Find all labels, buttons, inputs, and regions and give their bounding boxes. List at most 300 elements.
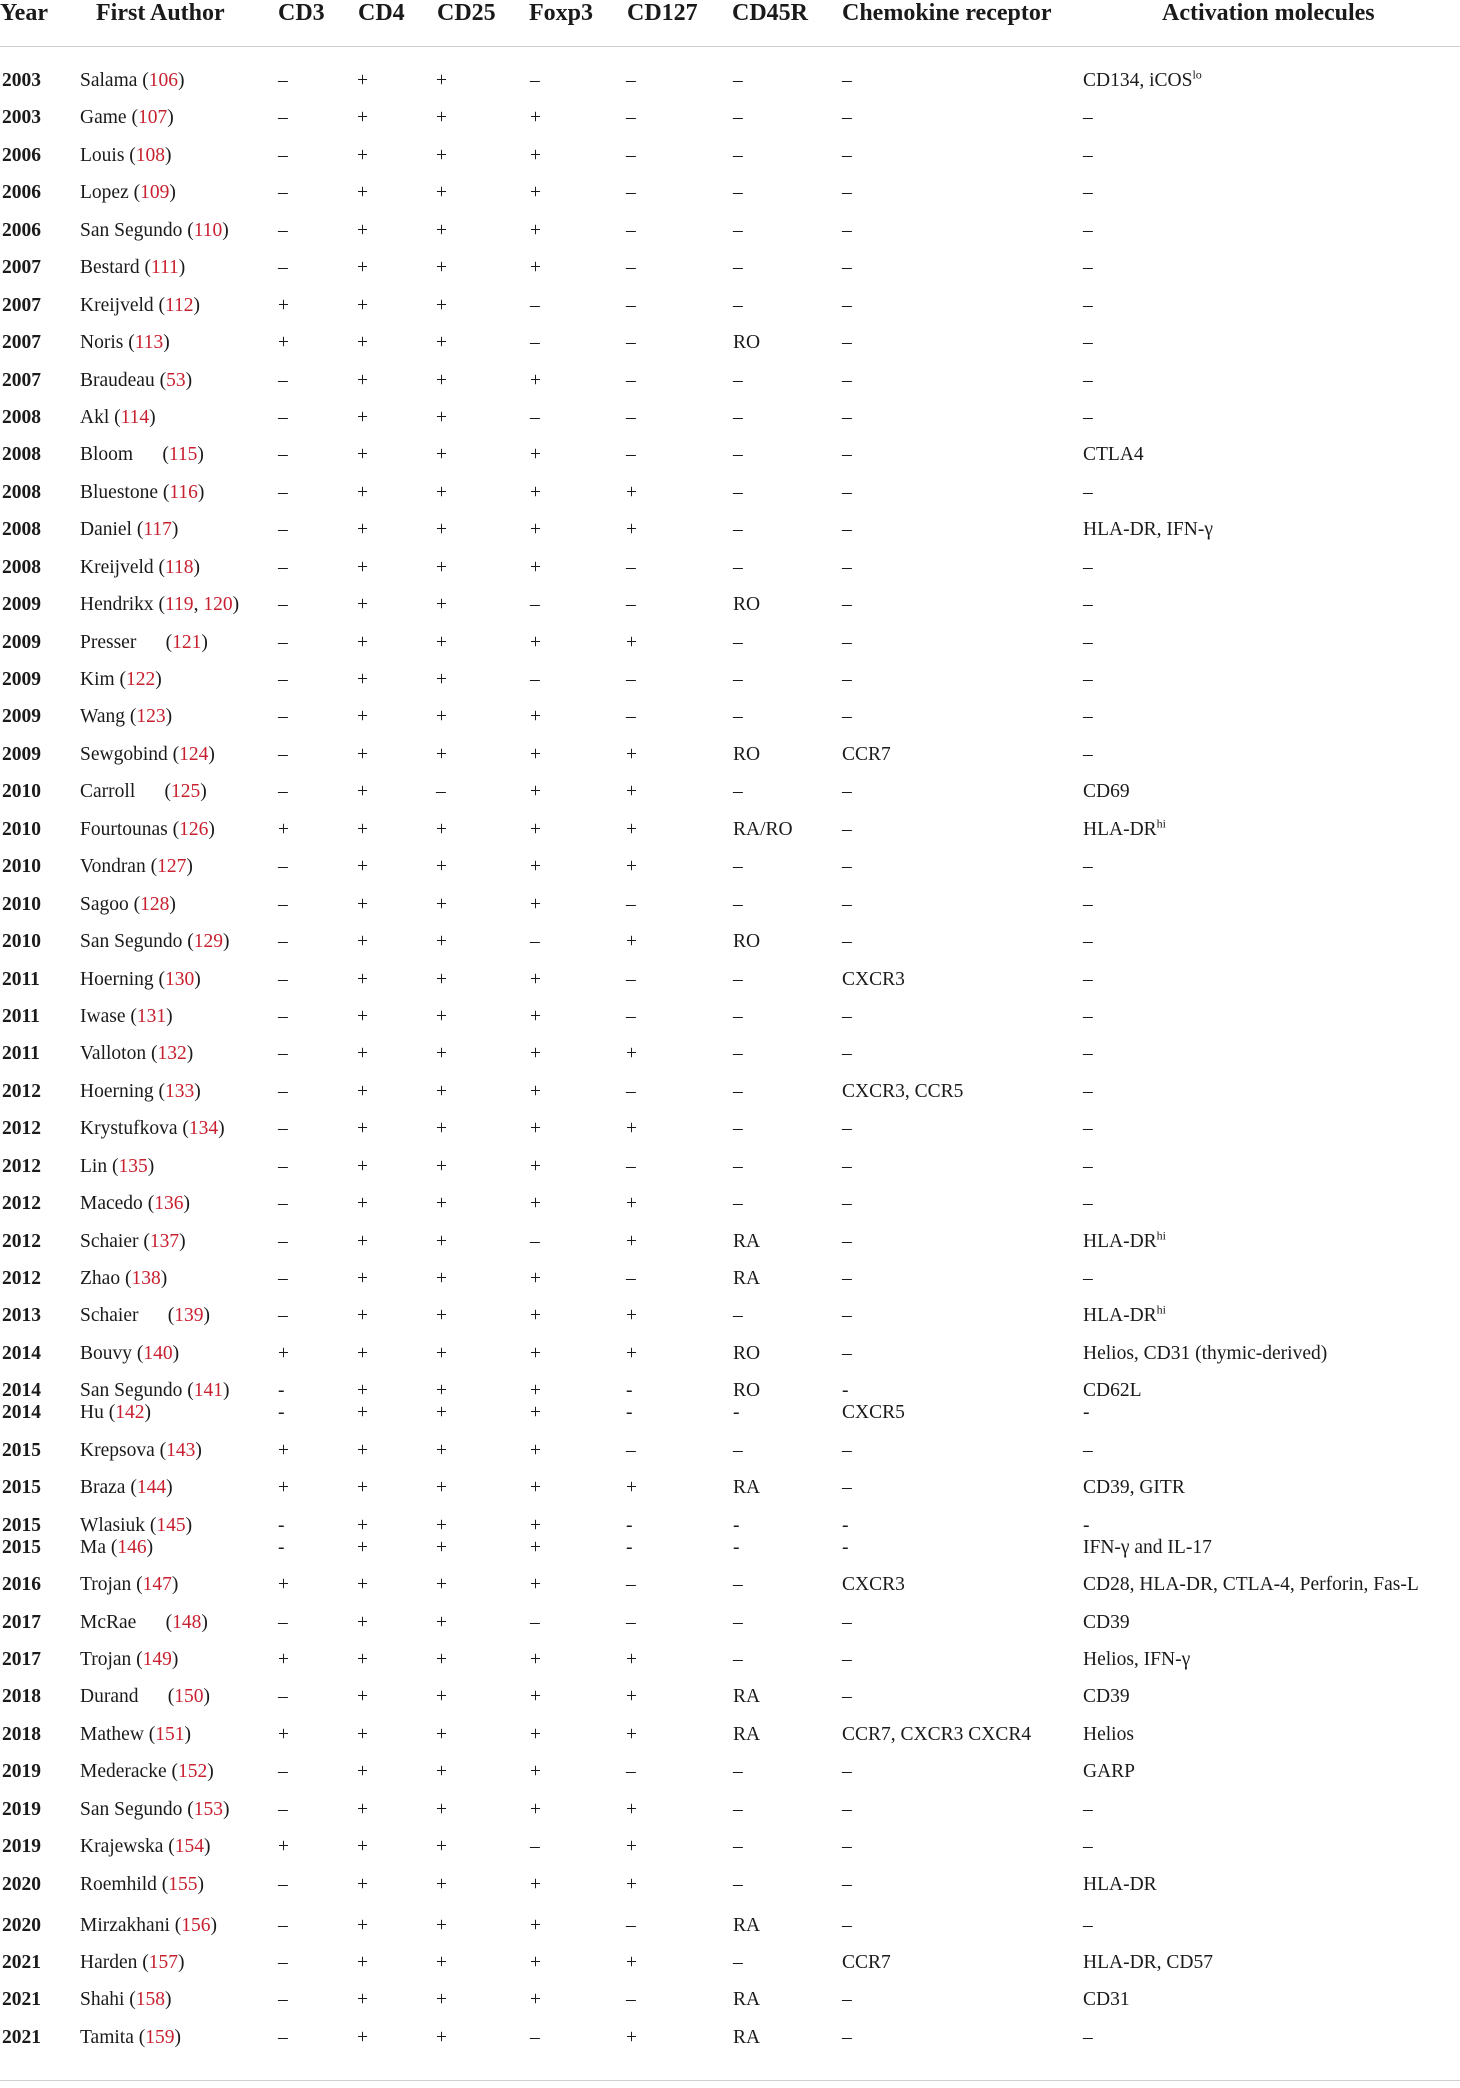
cell-year-text: 2013	[2, 1305, 41, 1327]
cell-foxp3-text: –	[530, 70, 540, 91]
cell-foxp3	[530, 1440, 541, 1462]
reference-link[interactable]: 148	[172, 1611, 202, 1633]
cell-cd127-text: +	[626, 1798, 637, 1820]
author-name: Carroll	[80, 781, 136, 803]
cell-foxp3	[530, 482, 541, 504]
cell-cd25	[436, 145, 447, 167]
cell-foxp3-text: +	[530, 631, 541, 653]
cell-cd4-text: +	[357, 1798, 368, 1820]
reference-link[interactable]: 113	[134, 332, 164, 354]
cell-first-author: Lin (135)	[80, 1155, 155, 1177]
cell-cd127	[626, 1724, 637, 1746]
cell-cd45r	[733, 557, 743, 579]
cell-cd45r-text: RA	[733, 1686, 761, 1708]
cell-cd45r-text: –	[733, 1611, 743, 1633]
reference-link[interactable]: 130	[165, 968, 195, 990]
cell-cd3-text: –	[278, 1080, 288, 1102]
cell-year	[2, 1989, 41, 2011]
cell-cd4-text: +	[357, 893, 368, 915]
cell-foxp3	[530, 1649, 541, 1671]
cell-cd3	[278, 1915, 288, 1937]
author-name: Kim	[80, 669, 115, 690]
cell-foxp3-text: +	[530, 1477, 541, 1499]
cell-activation-text: –	[1083, 931, 1093, 953]
cell-first-author: San Segundo (110)	[80, 219, 229, 241]
cell-cd25	[436, 70, 447, 92]
reference-link[interactable]: 142	[115, 1402, 145, 1424]
reference-link[interactable]: 132	[157, 1043, 187, 1065]
reference-link[interactable]: 131	[136, 1005, 167, 1027]
reference-link[interactable]: 133	[165, 1080, 195, 1102]
reference-link[interactable]: 153	[193, 1798, 223, 1820]
cell-year	[2, 1156, 41, 1178]
reference-link[interactable]: 135	[118, 1155, 148, 1177]
reference-link[interactable]: 53	[166, 369, 186, 391]
cell-cd45r	[733, 444, 743, 466]
cell-chemokine-text: –	[842, 1305, 852, 1327]
reference-link[interactable]: 157	[148, 1952, 179, 1973]
cell-cd3-text: –	[278, 1952, 288, 1973]
cell-cd25	[436, 1081, 447, 1103]
cell-cd127	[626, 107, 636, 129]
cell-cd45r-text: -	[733, 1514, 740, 1536]
cell-cd4	[357, 1761, 368, 1783]
reference-link[interactable]: 127	[157, 856, 187, 878]
cell-activation	[1083, 220, 1093, 242]
cell-year-text: 2008	[2, 406, 41, 428]
cell-first-author: Roemhild (155)	[80, 1873, 205, 1895]
cell-chemokine	[842, 557, 852, 579]
cell-cd4	[357, 257, 368, 279]
cell-activation-text: HLA-DR	[1083, 818, 1157, 840]
reference-link[interactable]: 106	[148, 70, 179, 91]
cell-first-author: San Segundo (153)	[80, 1798, 230, 1820]
cell-cd3-text: –	[278, 669, 288, 690]
cell-cd127-text: –	[626, 444, 636, 466]
table-row	[0, 1434, 1460, 1471]
cell-year	[2, 1305, 41, 1327]
cell-first-author: Macedo (136)	[80, 1193, 190, 1215]
cell-cd4-text: +	[357, 1155, 368, 1177]
cell-cd3-text: –	[278, 519, 288, 541]
cell-cd45r-text: –	[733, 856, 743, 878]
reference-link[interactable]: 117	[143, 519, 172, 541]
cell-cd4-text: +	[357, 481, 368, 503]
cell-chemokine-text: –	[842, 1155, 852, 1177]
cell-foxp3-text: +	[530, 1402, 541, 1424]
cell-cd25-text: +	[436, 257, 447, 279]
cell-cd127-text: –	[626, 893, 636, 915]
table-row	[0, 1983, 1460, 2020]
cell-year	[2, 1649, 41, 1671]
cell-cd127-text: +	[626, 743, 637, 765]
reference-link[interactable]: 146	[117, 1536, 147, 1558]
table-row	[0, 963, 1460, 1000]
cell-cd3	[278, 1156, 288, 1178]
cell-year	[2, 819, 41, 841]
cell-cd127	[626, 1761, 636, 1783]
cell-foxp3-text: +	[530, 1536, 541, 1558]
reference-link[interactable]: 155	[168, 1873, 198, 1895]
cell-cd45r	[733, 257, 743, 279]
cell-cd4-text: +	[357, 1477, 368, 1499]
cell-cd25	[436, 1874, 447, 1896]
cell-cd4-text: +	[357, 1836, 368, 1858]
cell-cd4-text: +	[357, 1536, 368, 1558]
reference-link[interactable]: 124	[179, 743, 209, 765]
cell-first-author: Hu (142)	[80, 1402, 151, 1424]
cell-activation-text: CD134, iCOS	[1083, 70, 1193, 91]
cell-foxp3-text: +	[530, 1914, 541, 1936]
cell-foxp3	[530, 1915, 541, 1937]
cell-cd25	[436, 1343, 447, 1365]
cell-year-text: 2017	[2, 1648, 41, 1670]
cell-cd4-text: +	[357, 856, 368, 878]
reference-link[interactable]: 109	[140, 182, 170, 204]
cell-cd3	[278, 1799, 288, 1821]
cell-cd4	[357, 1156, 368, 1178]
reference-link[interactable]: 110	[193, 219, 223, 241]
cell-cd45r	[733, 1724, 760, 1746]
author-name: Tamita	[80, 2026, 134, 2048]
cell-cd127	[626, 70, 636, 92]
reference-link[interactable]: 137	[149, 1230, 180, 1252]
reference-link[interactable]: 125	[170, 781, 201, 803]
reference-link[interactable]: 143	[166, 1439, 196, 1461]
cell-cd127	[626, 1477, 637, 1499]
cell-year-text: 2019	[2, 1761, 41, 1783]
author-name: San Segundo	[80, 1798, 183, 1820]
cell-cd127-text: –	[626, 1611, 636, 1633]
cell-cd3	[278, 1724, 289, 1746]
cell-cd127-text: +	[626, 631, 637, 653]
cell-foxp3-text: +	[530, 1342, 541, 1364]
cell-activation-text: –	[1083, 556, 1093, 578]
cell-cd25-text: +	[436, 182, 447, 204]
cell-activation-text: –	[1083, 893, 1093, 915]
cell-cd3-text: +	[278, 1648, 289, 1670]
cell-cd127	[626, 1874, 637, 1896]
cell-chemokine-text: –	[842, 594, 852, 616]
cell-year-text: 2007	[2, 257, 41, 279]
cell-cd45r-text: –	[733, 1798, 743, 1820]
cell-cd25	[436, 332, 447, 354]
reference-link[interactable]: 144	[136, 1477, 167, 1499]
cell-cd127-text: –	[626, 1439, 636, 1461]
reference-link[interactable]: 108	[135, 144, 166, 166]
cell-cd3-text: –	[278, 107, 288, 129]
header-cd3: CD3	[278, 0, 325, 26]
cell-cd3	[278, 295, 289, 317]
author-name: Hoerning	[80, 968, 154, 990]
cell-foxp3	[530, 332, 540, 354]
cell-cd45r	[733, 1649, 743, 1671]
cell-cd45r-text: RO	[733, 931, 761, 953]
cell-cd127-text: +	[626, 1342, 637, 1364]
cell-chemokine	[842, 1989, 852, 2011]
cell-chemokine-text: CCR7	[842, 1952, 891, 1973]
cell-cd45r-text: RA	[733, 1723, 761, 1745]
cell-year	[2, 1193, 41, 1215]
cell-activation	[1083, 295, 1093, 317]
cell-cd3	[278, 1649, 289, 1671]
cell-cd45r-text: RO	[733, 332, 761, 354]
cell-activation-text: –	[1083, 743, 1093, 765]
cell-cd127-text: –	[626, 1080, 636, 1102]
cell-cd3	[278, 819, 289, 841]
reference-link[interactable]: 121	[172, 631, 202, 653]
cell-cd3	[278, 632, 288, 654]
cell-activation	[1083, 1156, 1093, 1178]
cell-foxp3-text: –	[530, 332, 540, 354]
cell-cd4-text: +	[357, 594, 368, 616]
cell-cd3-text: -	[278, 1514, 285, 1536]
cell-chemokine-text: –	[842, 893, 852, 915]
reference-link[interactable]: 152	[177, 1761, 208, 1783]
reference-link[interactable]: 158	[135, 1989, 166, 2011]
cell-first-author: Sewgobind (124)	[80, 743, 215, 765]
cell-activation	[1083, 482, 1093, 504]
reference-link[interactable]: 128	[140, 893, 170, 915]
cell-cd45r	[733, 1305, 743, 1327]
author-name: Trojan	[80, 1648, 132, 1670]
cell-foxp3	[530, 1799, 541, 1821]
reference-link[interactable]: 112	[165, 294, 194, 316]
cell-cd25	[436, 894, 447, 916]
cell-chemokine	[842, 220, 852, 242]
table-row	[0, 176, 1460, 213]
cell-cd127-text: +	[626, 1230, 637, 1252]
cell-cd45r	[733, 107, 743, 129]
cell-cd45r	[733, 969, 743, 991]
cell-chemokine-text: –	[842, 556, 852, 578]
cell-cd45r	[733, 1043, 743, 1065]
cell-activation	[1083, 706, 1093, 728]
cell-chemokine-text: –	[842, 1439, 852, 1461]
reference-link[interactable]: 134	[188, 1118, 219, 1140]
cell-cd127	[626, 632, 637, 654]
table-row	[0, 401, 1460, 438]
cell-cd25	[436, 594, 447, 616]
cell-foxp3-text: +	[530, 1305, 541, 1327]
cell-chemokine-text: –	[842, 444, 852, 466]
reference-link[interactable]: 156	[181, 1914, 211, 1936]
cell-cd45r	[733, 894, 743, 916]
reference-link[interactable]: 136	[154, 1193, 184, 1215]
cell-cd45r-text: –	[733, 107, 743, 129]
author-name: Krajewska	[80, 1836, 164, 1858]
cell-cd25-text: +	[436, 1952, 447, 1973]
cell-cd4	[357, 706, 368, 728]
cell-cd127	[626, 519, 637, 541]
cell-cd4-text: +	[357, 1611, 368, 1633]
cell-foxp3-text: +	[530, 818, 541, 840]
cell-activation-text: IFN-γ and IL-17	[1083, 1536, 1212, 1558]
reference-link[interactable]: 139	[174, 1305, 204, 1327]
reference-link[interactable]: 154	[174, 1836, 205, 1858]
cell-chemokine	[842, 1649, 852, 1671]
cell-chemokine	[842, 1006, 852, 1028]
cell-activation-text: HLA-DR, IFN-γ	[1083, 519, 1213, 541]
cell-cd4-text: +	[357, 1439, 368, 1461]
cell-cd3	[278, 894, 288, 916]
cell-cd25-text: +	[436, 1873, 447, 1895]
cell-year-text: 2007	[2, 369, 41, 391]
reference-link[interactable]: 107	[137, 107, 168, 129]
cell-cd4-text: +	[357, 406, 368, 428]
cell-chemokine	[842, 856, 852, 878]
reference-link[interactable]: 118	[165, 556, 194, 578]
cell-cd3	[278, 744, 288, 766]
reference-link[interactable]: 114	[120, 406, 150, 428]
cell-foxp3	[530, 1612, 540, 1634]
cell-cd25	[436, 2027, 447, 2049]
cell-chemokine	[842, 257, 852, 279]
cell-year	[2, 594, 41, 616]
cell-cd45r-text: –	[733, 1873, 743, 1895]
cell-activation	[1083, 1952, 1213, 1974]
cell-year-text: 2011	[2, 1043, 40, 1065]
cell-cd3	[278, 781, 288, 803]
cell-cd45r	[733, 1612, 743, 1634]
cell-chemokine-text: –	[842, 294, 852, 316]
cell-activation-text: –	[1083, 406, 1093, 428]
reference-link[interactable]: 119	[165, 594, 194, 616]
cell-cd3	[278, 1268, 288, 1290]
reference-link[interactable]: 141	[193, 1380, 223, 1402]
cell-cd4-text: +	[357, 1514, 368, 1536]
cell-cd25-text: +	[436, 1268, 447, 1289]
cell-year	[2, 1440, 41, 1462]
reference-link[interactable]: 116	[169, 481, 198, 503]
cell-cd4-text: +	[357, 369, 368, 391]
cell-chemokine-text: CXCR5	[842, 1402, 905, 1424]
author-name: Sewgobind	[80, 743, 168, 765]
cell-foxp3	[530, 145, 541, 167]
cell-cd3	[278, 2027, 288, 2049]
reference-link[interactable]: 129	[193, 931, 223, 953]
cell-cd127-text: +	[626, 2026, 637, 2048]
cell-foxp3	[530, 894, 541, 916]
table-row	[0, 1396, 1460, 1433]
cell-chemokine-text: –	[842, 1761, 852, 1783]
cell-activation	[1083, 107, 1093, 129]
cell-cd45r	[733, 482, 743, 504]
cell-cd127	[626, 1574, 636, 1596]
cell-chemokine	[842, 1477, 852, 1499]
cell-activation-text: CD39, GITR	[1083, 1477, 1185, 1499]
cell-foxp3	[530, 969, 541, 991]
cell-foxp3	[530, 1006, 541, 1028]
cell-year-text: 2008	[2, 444, 41, 466]
cell-cd3-text: –	[278, 631, 288, 653]
cell-first-author: Kreijveld (118)	[80, 556, 201, 578]
cell-first-author: Shahi (158)	[80, 1989, 172, 2011]
cell-year	[2, 257, 41, 279]
cell-chemokine	[842, 295, 852, 317]
author-name: Trojan	[80, 1574, 132, 1596]
reference-link[interactable]: 149	[142, 1648, 172, 1670]
reference-link[interactable]: 159	[145, 2026, 175, 2048]
reference-link[interactable]: 150	[174, 1686, 204, 1708]
cell-cd45r-text: –	[733, 1836, 743, 1858]
cell-cd3	[278, 1043, 288, 1065]
cell-foxp3	[530, 1952, 541, 1974]
cell-cd3	[278, 1989, 288, 2011]
cell-cd127-text: –	[626, 369, 636, 391]
cell-cd127-text: –	[626, 144, 636, 166]
cell-year-text: 2010	[2, 931, 41, 953]
cell-activation-text: HLA-DR	[1083, 1305, 1157, 1327]
cell-cd25-text: +	[436, 444, 447, 466]
cell-cd127-text: –	[626, 669, 636, 690]
cell-cd4-text: +	[357, 219, 368, 241]
cell-cd3-text: –	[278, 594, 288, 616]
cell-cd45r-text: -	[733, 1536, 740, 1558]
table-row	[0, 1946, 1460, 1983]
table-row	[0, 2021, 1460, 2058]
reference-link[interactable]: 123	[136, 706, 166, 728]
reference-link[interactable]: 122	[126, 669, 156, 690]
cell-cd127-text: –	[626, 294, 636, 316]
author-name: Shahi	[80, 1989, 125, 2011]
reference-link[interactable]: 151	[155, 1723, 185, 1745]
cell-chemokine	[842, 1761, 852, 1783]
reference-link[interactable]: 145	[156, 1514, 186, 1536]
cell-first-author: Hendrikx (119, 120)	[80, 594, 240, 616]
cell-cd127-text: +	[626, 1873, 637, 1895]
cell-activation-text: Helios, CD31 (thymic-derived)	[1083, 1342, 1328, 1364]
reference-link[interactable]: 111	[150, 257, 179, 279]
cell-cd45r-text: –	[733, 1574, 743, 1596]
cell-year-text: 2009	[2, 669, 41, 690]
cell-cd3	[278, 1081, 288, 1103]
cell-foxp3	[530, 1836, 540, 1858]
cell-chemokine-text: –	[842, 1836, 852, 1858]
reference-link[interactable]: 147	[142, 1574, 172, 1596]
author-name: Bloom	[80, 444, 134, 466]
cell-activation-text: –	[1083, 1080, 1093, 1102]
cell-year	[2, 2027, 41, 2049]
cell-cd3	[278, 332, 289, 354]
cell-chemokine-text: –	[842, 144, 852, 166]
cell-year-text: 2011	[2, 968, 40, 990]
cell-chemokine-text: CXCR3	[842, 1574, 905, 1596]
cell-cd25	[436, 1477, 447, 1499]
cell-cd3	[278, 1537, 285, 1559]
cell-year	[2, 931, 41, 953]
reference-link[interactable]: 140	[143, 1342, 173, 1364]
cell-foxp3-text: +	[530, 1514, 541, 1536]
reference-link[interactable]: 138	[131, 1268, 161, 1289]
cell-year	[2, 1874, 41, 1896]
cell-foxp3-text: –	[530, 1836, 540, 1858]
cell-foxp3	[530, 1043, 541, 1065]
table-row	[0, 850, 1460, 887]
author-name: Salama	[80, 70, 138, 91]
reference-link[interactable]: 120	[203, 594, 233, 616]
reference-link[interactable]: 126	[179, 818, 209, 840]
cell-chemokine	[842, 1537, 849, 1559]
cell-foxp3-text: +	[530, 743, 541, 765]
cell-chemokine	[842, 482, 852, 504]
cell-activation	[1083, 182, 1093, 204]
reference-link[interactable]: 115	[168, 444, 198, 466]
cell-cd25-text: +	[436, 1043, 447, 1065]
cell-cd3	[278, 557, 288, 579]
cell-cd4	[357, 969, 368, 991]
author-name: Fourtounas	[80, 818, 168, 840]
